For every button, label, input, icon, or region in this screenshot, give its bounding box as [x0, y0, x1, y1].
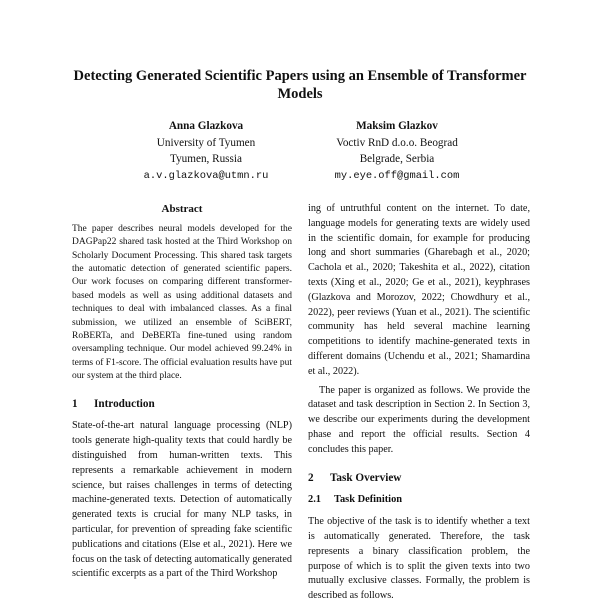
author-affiliation: University of Tyumen — [156, 136, 256, 149]
subsection-title: Task Definition — [334, 494, 403, 506]
author-name: Anna Glazkova — [168, 120, 244, 132]
section-number: 1 — [72, 397, 78, 410]
author-location: Belgrade, Serbia — [359, 153, 435, 165]
author-location: Tyumen, Russia — [170, 153, 242, 165]
paper-title: Detecting Generated Scientific Papers using an Ensemble of Transformer Models — [73, 68, 527, 102]
right-column — [308, 202, 530, 604]
subsection-number: 2.1 — [308, 494, 321, 506]
left-column — [72, 202, 292, 582]
section-number: 2 — [308, 471, 314, 484]
introduction-text: State-of-the-art natural language processing (NLP) tools generate high-quality texts that could hardly be distinguished from human-written texts. This represents a remarkable achievement in modern science, but raises challenges in terms of detecting machine-generated texts. Detection of automatically generated texts is crucial for many NLP tasks, in particular, for prevention of spreading fake scientific publications and citations (Else et al., 2021). Here we focus on the task of detecting automatically generated scientific excerpts as a part of the Third Workshop — [72, 420, 292, 580]
section-title: Task Overview — [330, 471, 402, 484]
section-title: Introduction — [94, 397, 155, 410]
author-block-2 — [287, 118, 507, 184]
author-email: my.eye.off@gmail.com — [334, 169, 460, 182]
author-affiliation: Voctiv RnD d.o.o. Beograd — [336, 136, 458, 149]
author-block-1 — [96, 118, 316, 184]
section-heading-introduction — [72, 397, 292, 412]
paragraph-continued: ing of untruthful content on the internet. To date, language models for generating texts are widely used in the scientific domain, for example for producing long and short summaries (Gharebagh et al., 2020; Cachola et al., 2020; Takeshita et al., 2022), citation texts (Xing et al., 2020; Ge et al., 2021), keyphrases (Glazkova and Morozov, 2022; Chowdhury et al., 2022), peer reviews (Yuan et al., 2021). The scientific community has held several machine learning competitions to identify machine-generated texts in different domains (Uchendu et al., 2021; Shamardina et al., 2022). — [308, 203, 530, 377]
paragraph-organization: The paper is organized as follows. We provide the dataset and task description in Section 2. In Section 3, we describe our experiments during the development phase and report the official results. Section 4 concludes this paper. — [308, 384, 530, 455]
abstract-text: The paper describes neural models developed for the DAGPap22 shared task hosted at the Third Workshop on Scholarly Document Processing. This shared task targets the automatic detection of generated scientific papers. Our work focuses on comparing different transformer-based models as well as using additional datasets and techniques to deal with imbalanced classes. As a final submission, we utilized an ensemble of SciBERT, RoBERTa, and DeBERTa fine-tuned using random oversampling technique. Our model achieved 99.24% in terms of F1-score. The official evaluation results have put our system at the third place. — [72, 223, 292, 382]
paragraph-task-definition: The objective of the task is to identify whether a text is automatically generated. Therefore, the task represents a binary classification problem, the purpose of which is to split the given texts into two mutually exclusive classes. Formally, the problem is described as follows. — [308, 516, 530, 602]
subsection-heading-task-definition — [308, 493, 530, 508]
author-name: Maksim Glazkov — [356, 120, 438, 132]
section-heading-task-overview — [308, 471, 530, 486]
author-email: a.v.glazkova@utmn.ru — [143, 169, 269, 182]
abstract-heading: Abstract — [161, 203, 203, 215]
